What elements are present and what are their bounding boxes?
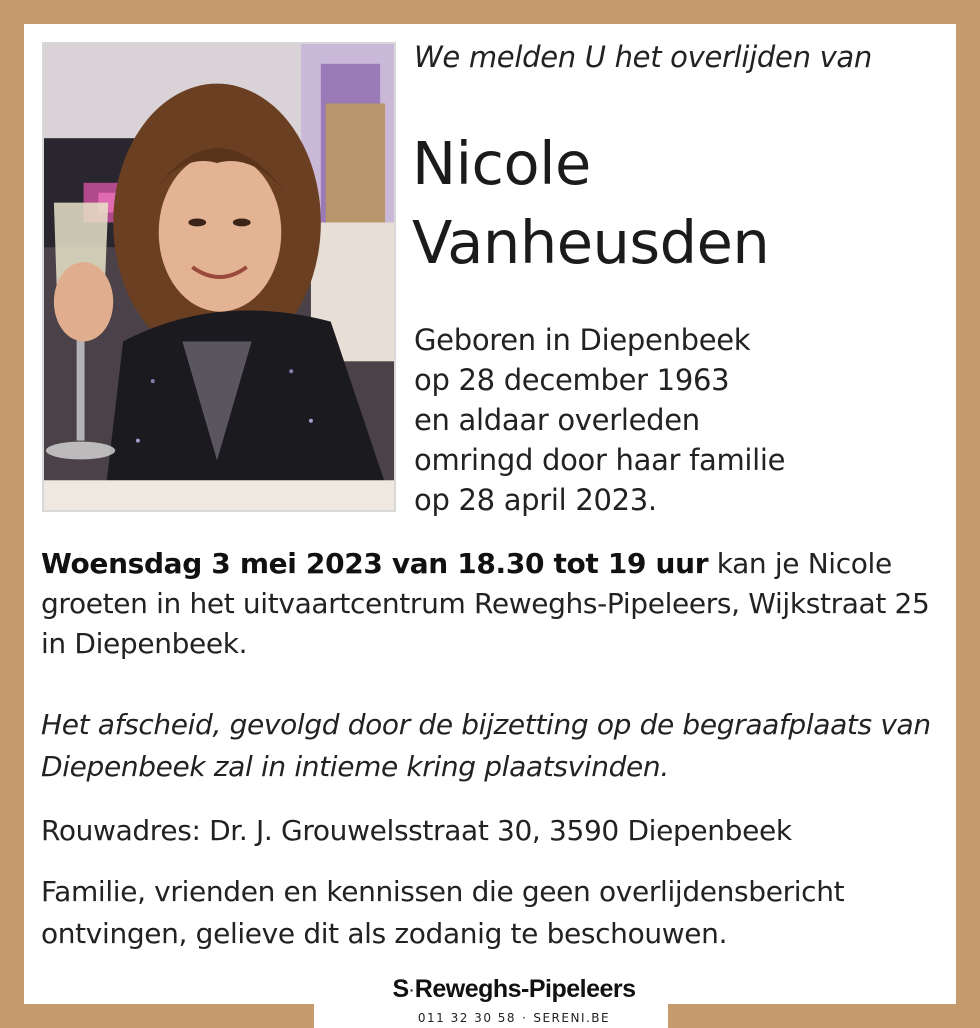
logo-mark: S	[392, 975, 409, 1003]
funeral-home-footer	[314, 974, 714, 1025]
intro-line: We melden U het overlijden van	[414, 40, 872, 74]
bottom-border-right	[668, 1004, 956, 1028]
website[interactable]: SERENI.BE	[533, 1011, 611, 1026]
birth-line: omringd door haar familie	[414, 443, 786, 477]
contact-separator: ·	[522, 1011, 528, 1026]
first-name: Nicole	[412, 129, 591, 198]
farewell-paragraph: Het afscheid, gevolgd door de bijzetting op de begraafplaats van Diepenbeek zal in intieme kring plaatsvinden.	[41, 708, 931, 783]
birth-line: op 28 december 1963	[414, 363, 730, 397]
logo-name: Reweghs-Pipeleers	[414, 975, 636, 1003]
visitation-paragraph	[41, 544, 946, 664]
birth-death-details	[414, 320, 785, 520]
portrait-photo	[42, 42, 396, 512]
deceased-name	[412, 124, 769, 282]
visitation-text: kan je Nicole groeten in het uitvaartcentrum Reweghs-Pipeleers, Wijkstraat 25 in Diepenbeek.	[41, 547, 930, 660]
birth-line: op 28 april 2023.	[414, 483, 657, 517]
contact-line	[314, 1011, 714, 1025]
birth-line: Geboren in Diepenbeek	[414, 323, 751, 357]
funeral-home-logo	[314, 974, 714, 1005]
obituary-card	[24, 24, 956, 1028]
bottom-border-left	[24, 1004, 314, 1028]
phone-number: 011 32 30 58	[417, 1011, 517, 1026]
visitation-datetime: Woensdag 3 mei 2023 van 18.30 tot 19 uur	[41, 547, 709, 580]
notice-paragraph: Familie, vrienden en kennissen die geen overlijdensbericht ontvingen, gelieve dit als zodanig te beschouwen.	[41, 875, 845, 950]
logo-dot: ·	[409, 982, 414, 999]
mourning-address: Rouwadres: Dr. J. Grouwelsstraat 30, 3590 Diepenbeek	[41, 814, 792, 847]
birth-line: en aldaar overleden	[414, 403, 700, 437]
last-name: Vanheusden	[412, 208, 770, 277]
